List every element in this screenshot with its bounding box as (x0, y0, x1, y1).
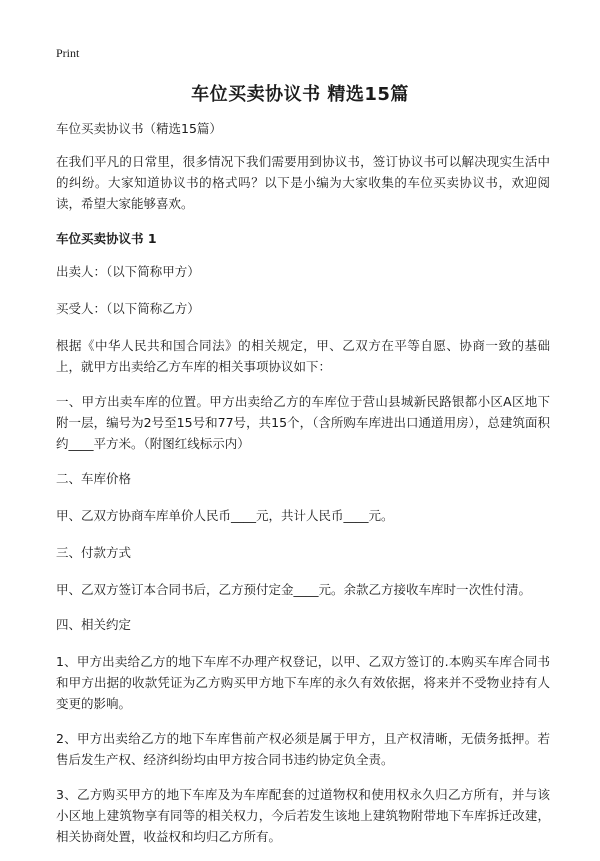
intro-paragraph: 在我们平凡的日常里，很多情况下我们需要用到协议书，签订协议书可以解决现实生活中的纠纷。大家知道协议书的格式吗？以下是小编为大家收集的车位买卖协议书，欢迎阅读，希望大家能够喜欢。 (56, 154, 550, 211)
item2-paragraph: 甲、乙双方协商车库单价人民币____元，共计人民币____元。 (56, 508, 394, 523)
clause1-paragraph: 1、甲方出卖给乙方的地下车库不办理产权登记，以甲、乙双方签订的.本购买车库合同书和甲方出据的收款凭证为乙方购买甲方地下车库的永久有效依据，将来并不受物业持有人变更的影响。 (56, 654, 550, 711)
item2-heading: 二、车库价格 (56, 471, 132, 486)
document-title: 车位买卖协议书 精选15篇 (191, 84, 409, 105)
print-link[interactable]: Print (56, 46, 80, 60)
item3-heading: 三、付款方式 (56, 545, 132, 560)
clause2-paragraph: 2、甲方出卖给乙方的地下车库售前产权必须是属于甲方，且产权清晰，无债务抵押。若售后发生产权、经济纠纷均由甲方按合同书违约协定负全责。 (56, 731, 550, 767)
item1-paragraph: 一、甲方出卖车库的位置。甲方出卖给乙方的车库位于营山县城新民路银都小区A区地下附一层，编号为2号至15号和77号，共15个，（含所购车库进出口通道用房），总建筑面积约____平方米。（附图红线标示内） (56, 394, 550, 451)
section-heading: 车位买卖协议书 1 (56, 231, 157, 246)
preamble-paragraph: 根据《中华人民共和国合同法》的相关规定，甲、乙双方在平等自愿、协商一致的基础上，就甲方出卖给乙方车库的相关事项协议如下： (56, 338, 550, 374)
item3-paragraph: 甲、乙双方签订本合同书后，乙方预付定金____元。余款乙方接收车库时一次性付清。 (56, 582, 532, 597)
document-subtitle: 车位买卖协议书（精选15篇） (56, 121, 222, 136)
buyer-line: 买受人：（以下简称乙方） (56, 301, 200, 316)
item4-heading: 四、相关约定 (56, 617, 132, 632)
seller-line: 出卖人：（以下简称甲方） (56, 264, 200, 279)
document-body (56, 118, 550, 861)
clause3-paragraph: 3、乙方购买甲方的地下车库及为车库配套的过道物权和使用权永久归乙方所有，并与该小区地上建筑物享有同等的相关权力，今后若发生该地上建筑物附带地下车库拆迁改建，相关协商处置，收益权和均归乙方所有。 (56, 787, 550, 844)
